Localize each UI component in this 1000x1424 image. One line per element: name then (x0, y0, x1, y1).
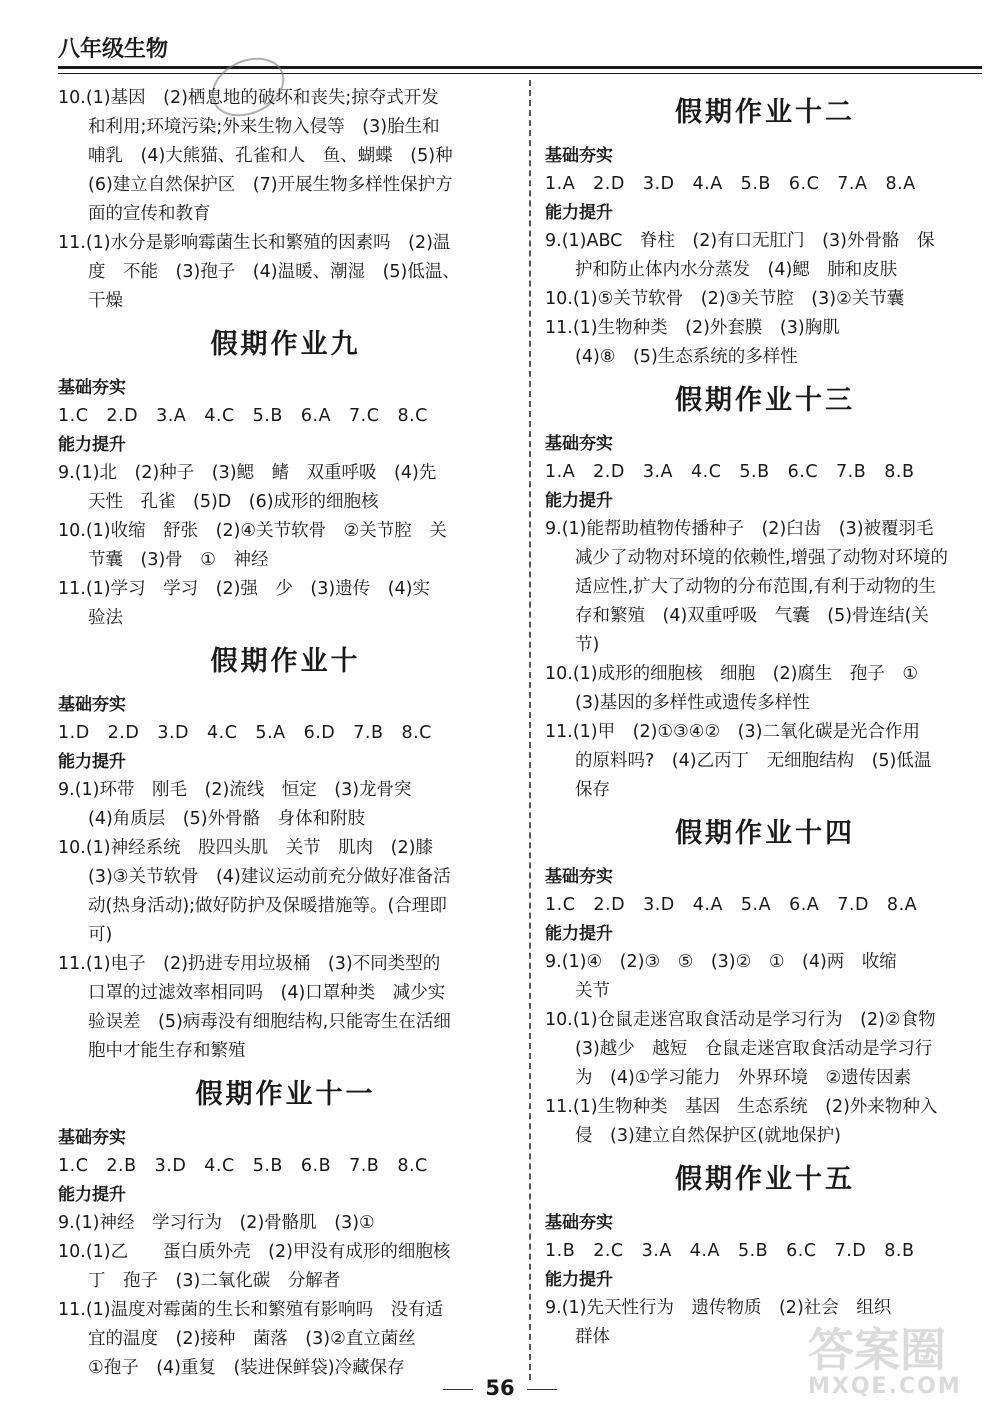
answer-line: 为 (4)①学习能力 外界环境 ②遗传因素 (575, 1068, 912, 1088)
basic-label: 基础夯实 (58, 1128, 126, 1148)
watermark-logo (808, 1323, 978, 1406)
answer-line: (4)⑧ (5)生态系统的多样性 (575, 347, 798, 367)
answer-line: 哺乳 (4)大熊猫、孔雀和人 鱼、蝴蝶 (5)种 (88, 146, 453, 166)
answer-item (58, 229, 513, 316)
page-number-value: 56 (485, 1376, 515, 1400)
answer-item (545, 227, 985, 285)
basic-label: 基础夯实 (545, 867, 613, 887)
answer-line: 验误差 (5)病毒没有细胞结构,只能寄生在活细 (88, 1012, 451, 1032)
multiple-choice-answers: 1.C 2.D 3.A 4.C 5.B 6.A 7.C 8.C (58, 406, 428, 426)
answer-line: 天性 孔雀 (5)D (6)成形的细胞核 (88, 492, 379, 512)
answer-line: 验法 (88, 608, 123, 628)
answer-item (545, 515, 985, 660)
multiple-choice-answers: 1.D 2.D 3.D 4.C 5.A 6.D 7.B 8.C (58, 723, 432, 743)
answer-line: 9.(1)神经 学习行为 (2)骨骼肌 (3)① (58, 1213, 375, 1233)
answer-line: 9.(1)④ (2)③ ⑤ (3)② ① (4)两 收缩 (545, 952, 897, 972)
answer-line: 干燥 (88, 291, 123, 311)
section-title: 假期作业十一 (195, 1079, 376, 1110)
answer-item (545, 718, 985, 805)
multiple-choice-answers: 1.B 2.C 3.A 4.A 5.B 6.C 7.D 8.B (545, 1241, 915, 1261)
advanced-label: 能力提升 (58, 1185, 126, 1205)
answer-item (58, 1296, 513, 1383)
basic-label: 基础夯实 (545, 434, 613, 454)
advanced-label: 能力提升 (545, 1270, 613, 1290)
answer-item (58, 950, 513, 1066)
section-title: 假期作业十三 (675, 385, 855, 416)
answer-item (545, 1006, 985, 1093)
answer-line: 11.(1)电子 (2)扔进专用垃圾桶 (3)不同类型的 (58, 954, 441, 974)
answer-line: 11.(1)学习 学习 (2)强 少 (3)遗传 (4)实 (58, 579, 430, 599)
advanced-label: 能力提升 (545, 203, 613, 223)
answer-line: 适应性,扩大了动物的分布范围,有利于动物的生 (575, 577, 937, 597)
advanced-label: 能力提升 (58, 435, 126, 455)
basic-label: 基础夯实 (58, 378, 126, 398)
answer-line: 9.(1)能帮助植物传播种子 (2)臼齿 (3)被覆羽毛 (545, 519, 934, 539)
assignment-section (545, 94, 985, 372)
answer-item (58, 1209, 513, 1238)
answer-item (58, 84, 513, 229)
answer-item (545, 948, 985, 1006)
answer-line: 侵 (3)建立自然保护区(就地保护) (575, 1126, 841, 1146)
answer-line: (4)角质层 (5)外骨骼 身体和附肢 (88, 809, 366, 829)
answer-item (58, 776, 513, 834)
answer-line: 丁 孢子 (3)二氧化碳 分解者 (88, 1271, 341, 1291)
answer-line: 可) (88, 925, 113, 945)
watermark-cn: 答案圈 (808, 1323, 946, 1377)
page-number-dash-left (443, 1389, 473, 1390)
answer-line: (3)③关节软骨 (4)建议运动前充分做好准备活 (88, 867, 451, 887)
answer-line: 节) (575, 635, 600, 655)
answer-line: 10.(1)成形的细胞核 细胞 (2)腐生 孢子 ① (545, 664, 919, 684)
answer-line: 10.(1)基因 (2)栖息地的破坏和丧失;掠夺式开发 (58, 88, 439, 108)
answer-item (545, 660, 985, 718)
answer-line: 胞中才能生存和繁殖 (88, 1041, 246, 1061)
answer-line: 9.(1)ABC 脊柱 (2)有口无肛门 (3)外骨骼 保 (545, 231, 935, 251)
answer-item (58, 517, 513, 575)
answer-line: 减少了动物对环境的依赖性,增强了动物对环境的 (575, 548, 949, 568)
advanced-label: 能力提升 (545, 924, 613, 944)
answer-line: 10.(1)⑤关节软骨 (2)③关节腔 (3)②关节囊 (545, 289, 905, 309)
advanced-label: 能力提升 (545, 491, 613, 511)
answer-item (58, 1238, 513, 1296)
answer-line: 11.(1)生物种类 基因 生态系统 (2)外来物种入 (545, 1097, 938, 1117)
answer-line: 群体 (575, 1327, 610, 1347)
basic-label: 基础夯实 (545, 146, 613, 166)
multiple-choice-answers: 1.A 2.D 3.D 4.A 5.B 6.C 7.A 8.A (545, 174, 916, 194)
section-title: 假期作业十四 (675, 818, 855, 849)
left-column (58, 84, 513, 1383)
answer-item (545, 1093, 985, 1151)
answer-line: 动(热身活动);做好防护及保暖措施等。(合理即 (88, 896, 447, 916)
answer-line: 11.(1)温度对霉菌的生长和繁殖有影响吗 没有适 (58, 1300, 444, 1320)
answer-line: 和利用;环境污染;外来生物入侵等 (3)胎生和 (88, 117, 440, 137)
basic-label: 基础夯实 (58, 695, 126, 715)
multiple-choice-answers: 1.A 2.D 3.A 4.C 5.B 6.C 7.B 8.B (545, 462, 915, 482)
watermark-en: MXQE.COM (808, 1374, 962, 1399)
header-rule-thick (58, 66, 982, 69)
section-title: 假期作业十二 (675, 97, 855, 128)
assignment-section (545, 815, 985, 1151)
answer-item (58, 834, 513, 950)
page-number-dash-right (527, 1389, 557, 1390)
answer-line: 宜的温度 (2)接种 菌落 (3)②直立菌丝 (88, 1329, 416, 1349)
answer-line: 面的宣传和教育 (88, 204, 211, 224)
basic-label: 基础夯实 (545, 1213, 613, 1233)
answer-line: 的原料吗? (4)乙丙丁 无细胞结构 (5)低温 (575, 751, 932, 771)
answer-line: 11.(1)生物种类 (2)外套膜 (3)胸肌 (545, 318, 840, 338)
answer-item (58, 575, 513, 633)
answer-line: (3)基因的多样性或遗传多样性 (575, 693, 810, 713)
answer-item (545, 285, 985, 314)
answer-line: 9.(1)先天性行为 遗传物质 (2)社会 组织 (545, 1298, 892, 1318)
page-header-title: 八年级生物 (58, 37, 169, 62)
answer-line: 保存 (575, 780, 610, 800)
section-title: 假期作业十五 (675, 1164, 855, 1195)
answer-line: (6)建立自然保护区 (7)开展生物多样性保护方 (88, 175, 453, 195)
answer-line: 度 不能 (3)孢子 (4)温暖、潮湿 (5)低温、 (88, 262, 460, 282)
header-rule-thin (58, 73, 982, 74)
answer-line: 11.(1)水分是影响霉菌生长和繁殖的因素吗 (2)温 (58, 233, 451, 253)
multiple-choice-answers: 1.C 2.D 3.D 4.A 5.A 6.A 7.D 8.A (545, 895, 918, 915)
advanced-label: 能力提升 (58, 752, 126, 772)
multiple-choice-answers: 1.C 2.B 3.D 4.C 5.B 6.B 7.B 8.C (58, 1156, 428, 1176)
answer-item (545, 314, 985, 372)
answer-line: 护和防止体内水分蒸发 (4)鳃 肺和皮肤 (575, 260, 898, 280)
answer-line: 11.(1)甲 (2)①③④② (3)二氧化碳是光合作用 (545, 722, 920, 742)
assignment-section (58, 1076, 513, 1383)
assignment-section (58, 643, 513, 1066)
answer-line: (3)越少 越短 仓鼠走迷宫取食活动是学习行 (575, 1039, 933, 1059)
answer-line: 口罩的过滤效率相同吗 (4)口罩种类 减少实 (88, 983, 446, 1003)
assignment-section (545, 382, 985, 805)
section-title: 假期作业十 (210, 646, 361, 677)
answer-line: 节囊 (3)骨 ① 神经 (88, 550, 269, 570)
answer-line: ①孢子 (4)重复 (装进保鲜袋)冷藏保存 (88, 1358, 405, 1378)
answer-line: 10.(1)乙 蛋白质外壳 (2)甲没有成形的细胞核 (58, 1242, 451, 1262)
answer-line: 10.(1)收缩 舒张 (2)④关节软骨 ②关节腔 关 (58, 521, 447, 541)
answer-line: 关节 (575, 981, 610, 1001)
assignment-section (58, 326, 513, 633)
section-title: 假期作业九 (210, 329, 361, 360)
answer-line: 存和繁殖 (4)双重呼吸 气囊 (5)骨连结(关 (575, 606, 929, 626)
answer-line: 9.(1)环带 刚毛 (2)流线 恒定 (3)龙骨突 (58, 780, 412, 800)
answer-line: 10.(1)神经系统 股四头肌 关节 肌肉 (2)膝 (58, 838, 433, 858)
right-column (545, 84, 985, 1352)
answer-item (58, 459, 513, 517)
answer-line: 10.(1)仓鼠走迷宫取食活动是学习行为 (2)②食物 (545, 1010, 936, 1030)
answer-line: 9.(1)北 (2)种子 (3)鳃 鳍 双重呼吸 (4)先 (58, 463, 437, 483)
column-divider (529, 80, 531, 1380)
